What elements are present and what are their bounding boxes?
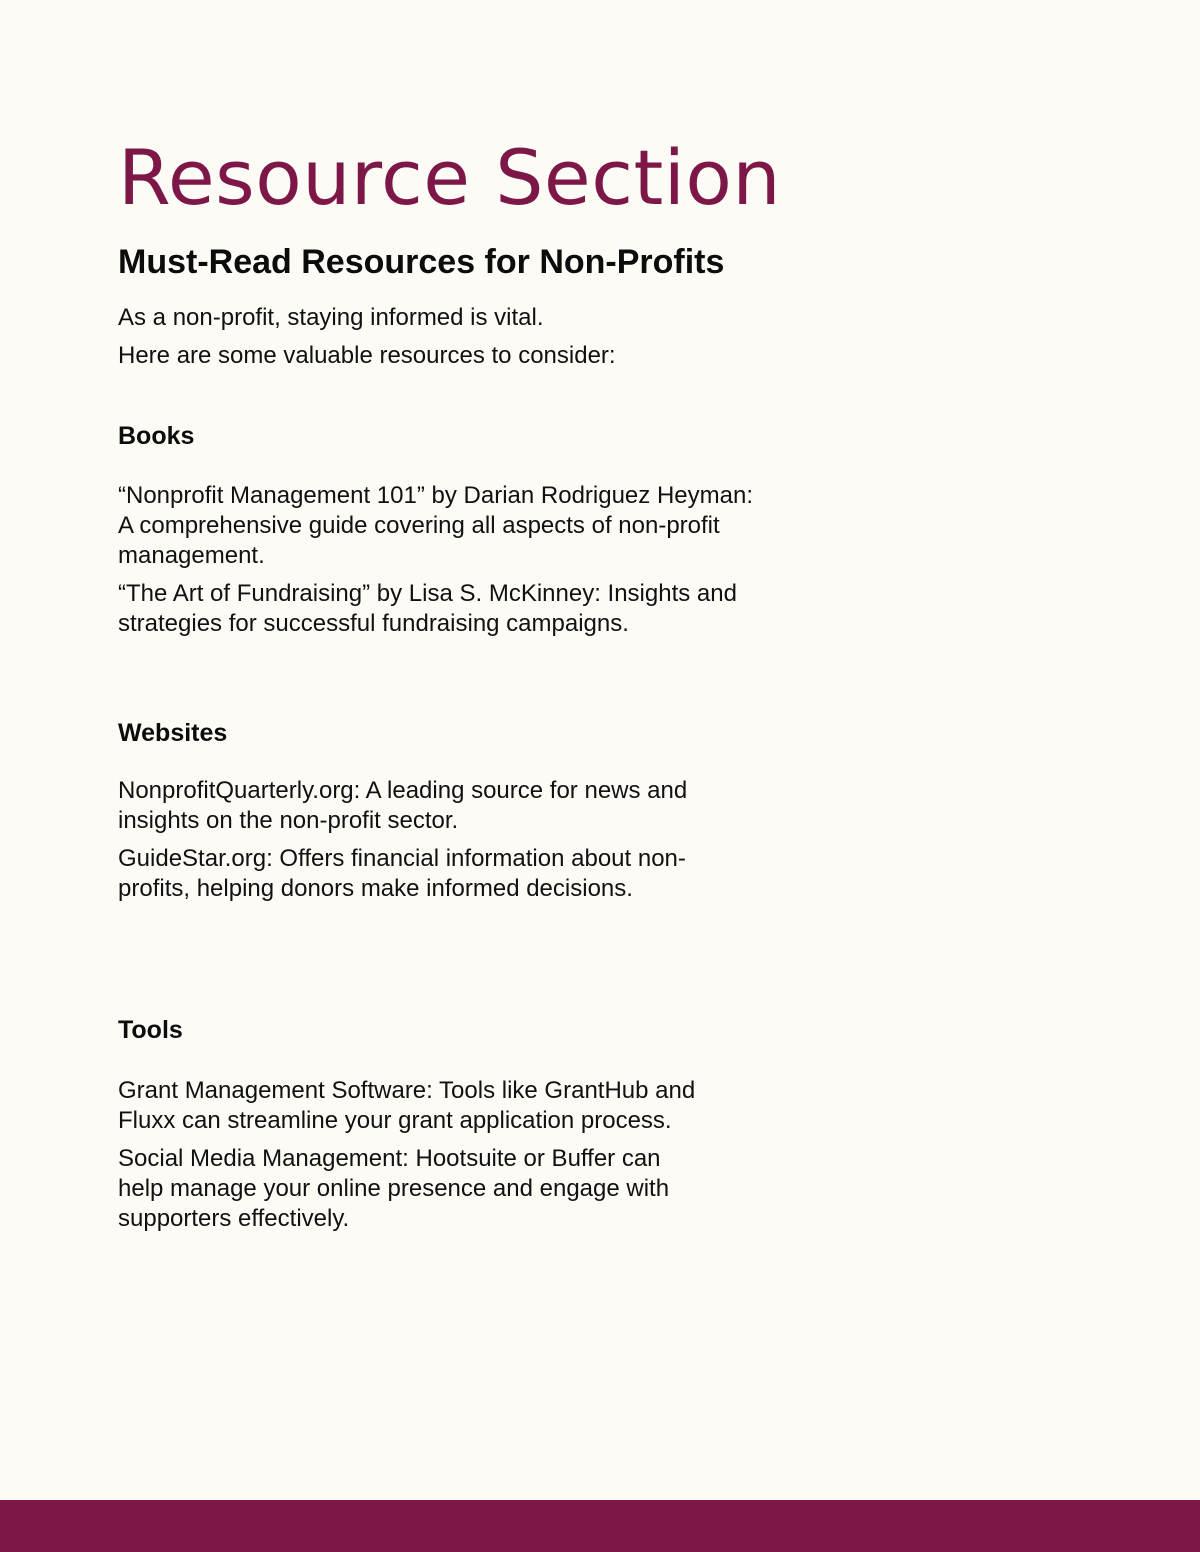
list-item: “The Art of Fundraising” by Lisa S. McKinney: Insights and strategies for successful fundraising campaigns. — [118, 580, 737, 637]
intro-text — [118, 299, 616, 375]
list-item: Grant Management Software: Tools like GrantHub and Fluxx can streamline your grant application process. — [118, 1077, 696, 1134]
list-item: GuideStar.org: Offers financial information about non-profits, helping donors make informed decisions. — [118, 845, 686, 902]
books-heading: Books — [118, 422, 195, 450]
intro-line: Here are some valuable resources to consider: — [118, 342, 616, 369]
page-title: Resource Section — [118, 133, 782, 222]
list-item: “Nonprofit Management 101” by Darian Rodriguez Heyman: A comprehensive guide covering all aspects of non-profit management. — [118, 482, 753, 569]
page-subtitle: Must-Read Resources for Non-Profits — [118, 243, 725, 281]
footer-bar — [0, 1500, 1200, 1552]
tools-list — [118, 1076, 708, 1242]
tools-heading: Tools — [118, 1016, 183, 1044]
websites-heading: Websites — [118, 719, 228, 747]
websites-list — [118, 776, 728, 912]
books-list — [118, 481, 758, 647]
list-item: Social Media Management: Hootsuite or Buffer can help manage your online presence and engage with supporters effectively. — [118, 1145, 670, 1232]
list-item: NonprofitQuarterly.org: A leading source for news and insights on the non-profit sector. — [118, 777, 688, 834]
intro-line: As a non-profit, staying informed is vital. — [118, 304, 544, 331]
